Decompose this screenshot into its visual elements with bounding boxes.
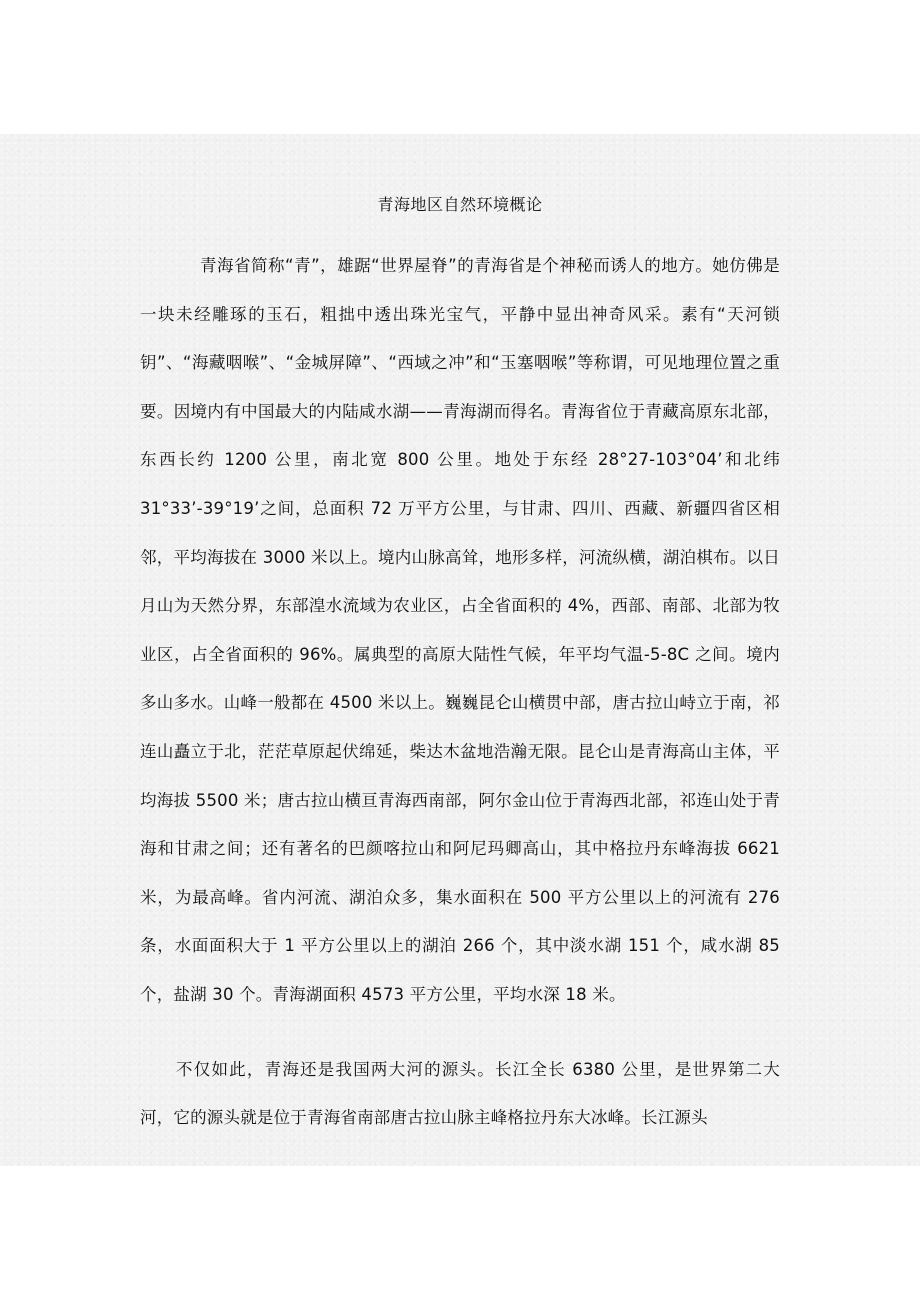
document-body [140,189,780,1143]
paragraph: 不仅如此，青海还是我国两大河的源头。长江全长 6380 公里，是世界第二大河，它的源头就是位于青海省南部唐古拉山脉主峰格拉丹东大冰峰。长江源头 [140,1059,780,1128]
paragraph: 青海省简称“青”，雄踞“世界屋脊”的青海省是个神秘而诱人的地方。她仿佛是一块未经雕琢的玉石，粗拙中透出珠光宝气，平静中显出神奇风采。素有“天河锁钥”、“海藏咽喉”、“金城屏障”、“西域之冲”和“玉塞咽喉”等称谓，可见地理位置之重要。因境内有中国最大的内陆咸水湖——青海湖而得名。青海省位于青藏高原东北部，东西长约 1200 公里，南北宽 800 公里。地处于东经 28°27-103°04’和北纬 31°33’-39°19’之间，总面积 72 万平方公里，与甘肃、四川、西藏、新疆四省区相邻，平均海拔在 3000 米以上。境内山脉高耸，地形多样，河流纵横，湖泊棋布。以日月山为天然分界，东部湟水流域为农业区，占全省面积的 4%，西部、南部、北部为牧业区，占全省面积的 96%。属典型的高原大陆性气候，年平均气温-5-8C 之间。境内多山多水。山峰一般都在 4500 米以上。巍巍昆仑山横贯中部，唐古拉山峙立于南，祁连山矗立于北，茫茫草原起伏绵延，柴达木盆地浩瀚无限。昆仑山是青海高山主体，平均海拔 5500 米；唐古拉山横亘青海西南部，阿尔金山位于青海西北部，祁连山处于青海和甘肃之间；还有著名的巴颜喀拉山和阿尼玛卿高山，其中格拉丹东峰海拔 6621 米，为最高峰。省内河流、湖泊众多，集水面积在 500 平方公里以上的河流有 276 条，水面面积大于 1 平方公里以上的湖泊 266 个，其中淡水湖 151 个，咸水湖 85 个，盐湖 30 个。青海湖面积 4573 平方公里，平均水深 18 米。 [140,256,780,1004]
document-title: 青海地区自然环境概论 [377,195,543,214]
